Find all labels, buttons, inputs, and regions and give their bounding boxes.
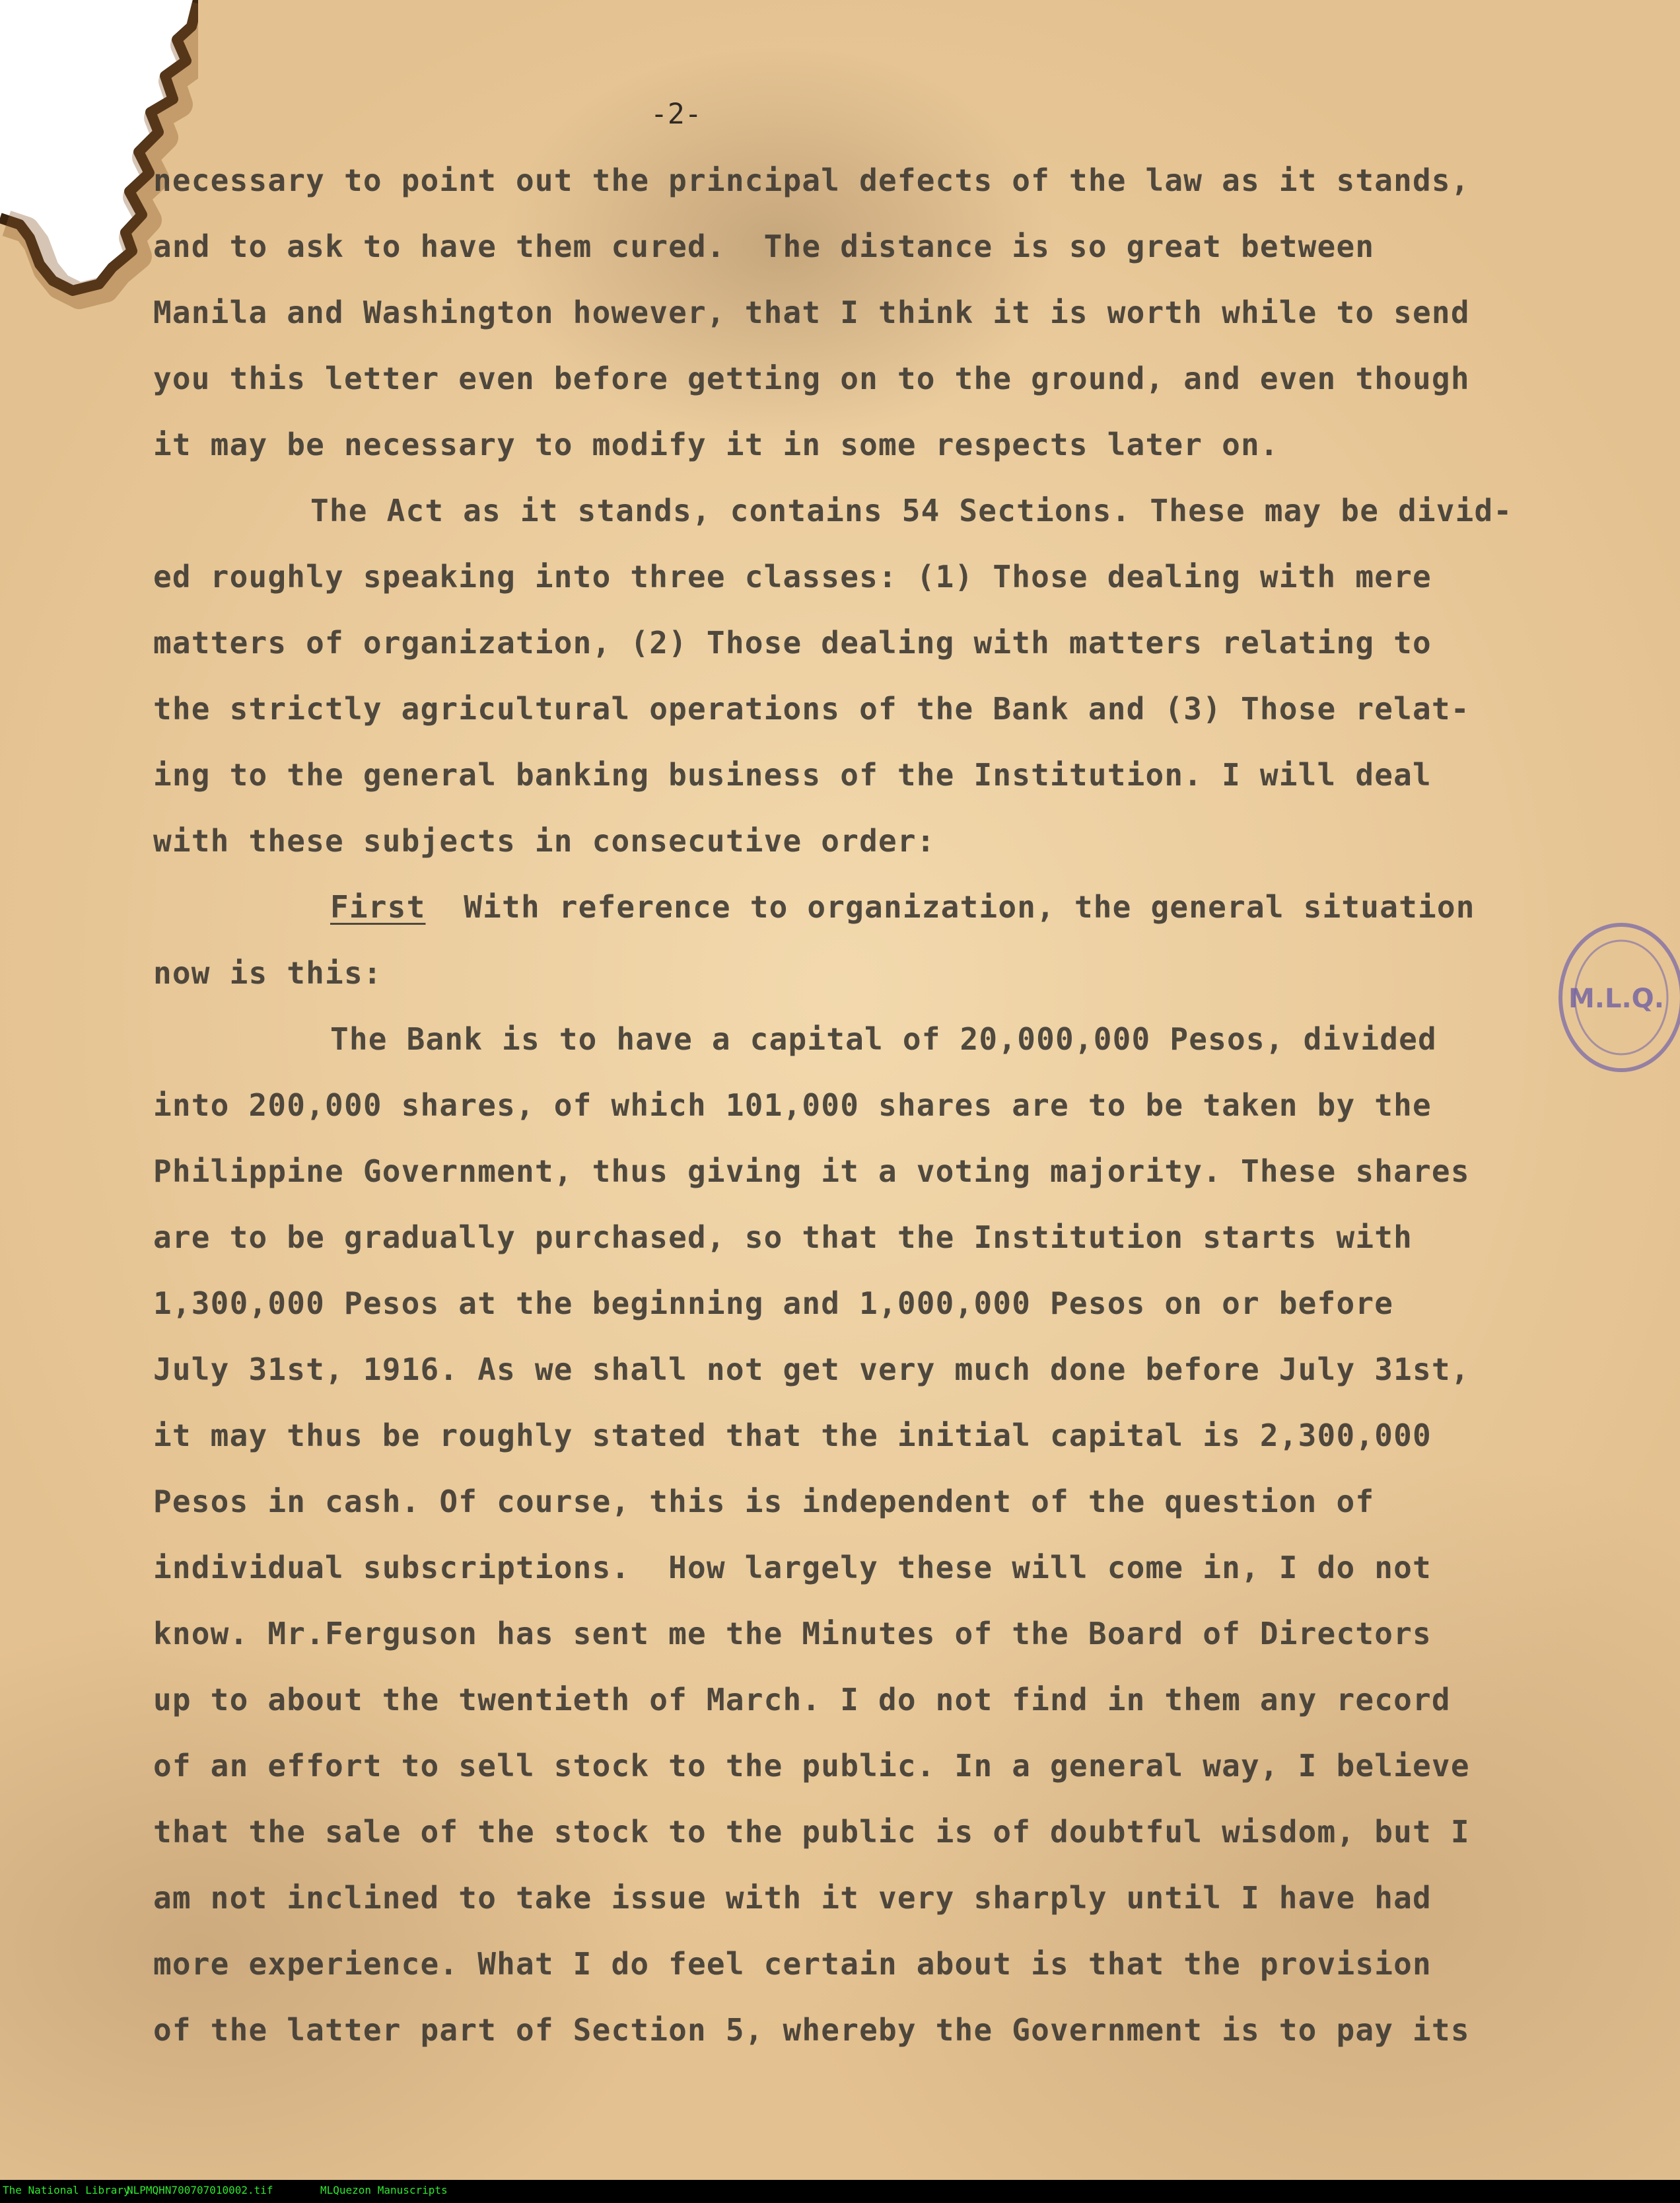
text-line: individual subscriptions. How largely these will come in, I do not [153,1550,1432,1585]
text-line: up to about the twentieth of March. I do not find in them any record [153,1682,1451,1717]
text-line: ing to the general banking business of the Institution. I will deal [153,757,1432,793]
text-line: July 31st, 1916. As we shall not get very much done before July 31st, [153,1352,1470,1387]
text-line: now is this: [153,955,382,991]
text-line: more experience. What I do feel certain about is that the provision [153,1946,1432,1982]
text-line: the strictly agricultural operations of the Bank and (3) Those relat- [153,691,1470,727]
text-line: necessary to point out the principal defects of the law as it stands, [153,163,1470,198]
text-line: with these subjects in consecutive order: [153,823,936,859]
text-line: With reference to organization, the general situation [425,889,1475,925]
text-line: of an effort to sell stock to the public. In a general way, I believe [153,1748,1470,1784]
text-line: into 200,000 shares, of which 101,000 shares are to be taken by the [153,1087,1432,1123]
text-line: know. Mr.Ferguson has sent me the Minutes of the Board of Directors [153,1616,1432,1651]
text-line: ed roughly speaking into three classes: (1) Those dealing with mere [153,559,1432,595]
text-line: The Bank is to have a capital of 20,000,000 Pesos, divided [330,1021,1437,1057]
footer-library: The National Library [3,2184,130,2196]
page-number: -2- [650,98,702,131]
text-line: Pesos in cash. Of course, this is independent of the question of [153,1484,1375,1519]
text-line: are to be gradually purchased, so that the Institution starts with [153,1219,1413,1255]
svg-text:M.L.Q.: M.L.Q. [1568,984,1664,1014]
text-line: matters of organization, (2) Those dealing with matters relating to [153,625,1432,661]
archive-stamp [1549,918,1680,1077]
footer-bar [0,2180,1680,2203]
text-line: Philippine Government, thus giving it a voting majority. These shares [153,1153,1470,1189]
text-line: it may thus be roughly stated that the initial capital is 2,300,000 [153,1418,1432,1453]
text-line: of the latter part of Section 5, whereby the Government is to pay its [153,2012,1470,2048]
section-heading-first: First [330,889,426,925]
footer-collection: MLQuezon Manuscripts [320,2184,448,2196]
text-line: Manila and Washington however, that I think it is worth while to send [153,295,1470,330]
text-line: am not inclined to take issue with it very sharply until I have had [153,1880,1432,1916]
text-line: that the sale of the stock to the public is of doubtful wisdom, but I [153,1814,1470,1850]
text-line: it may be necessary to modify it in some respects later on. [153,427,1279,462]
text-line: you this letter even before getting on to the ground, and even though [153,361,1470,396]
text-line: and to ask to have them cured. The distance is so great between [153,229,1375,264]
footer-filename: NLPMQHN700707010002.tif [127,2184,273,2196]
text-line: The Act as it stands, contains 54 Sections. These may be divid- [310,493,1513,528]
text-line: 1,300,000 Pesos at the beginning and 1,000,000 Pesos on or before [153,1285,1394,1321]
heading-line [330,887,1680,927]
